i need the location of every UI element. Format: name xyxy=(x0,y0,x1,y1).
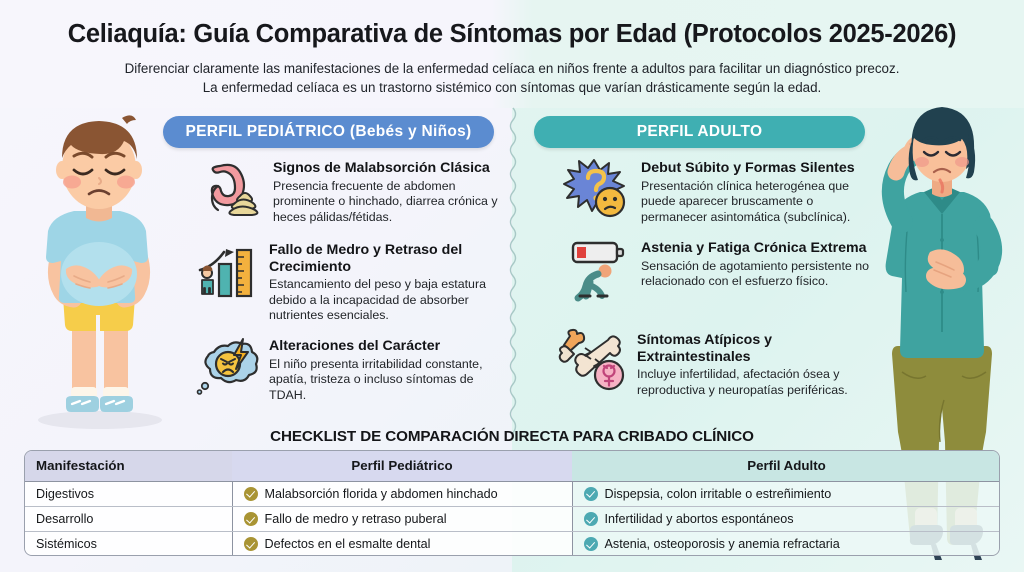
adult-symptom-body-3: Incluye infertilidad, afectación ósea y reproductiva y neuropatías periféricas. xyxy=(637,367,848,397)
cell-adult xyxy=(572,481,1000,506)
stomach-stool-icon xyxy=(200,158,262,220)
comparison-table xyxy=(24,450,1000,556)
check-icon xyxy=(584,487,598,501)
subtitle-line-1: Diferenciar claramente las manifestaciones de la enfermedad celíaca en niños frente a adultos para facilitar un diagnóstico precoz. xyxy=(124,61,900,76)
cell-pediatric-text: Fallo de medro y retraso puberal xyxy=(264,511,447,526)
sad-thought-cloud-icon xyxy=(196,336,258,398)
cell-pediatric-text: Malabsorción florida y abdomen hinchado xyxy=(264,486,498,501)
adult-symptom-item-1 xyxy=(568,158,873,225)
adult-panel-header: PERFIL ADULTO xyxy=(534,116,865,148)
column-header-pediatric: Perfil Pediátrico xyxy=(232,451,572,481)
pediatric-symptom-title-1: Signos de Malabsorción Clásica xyxy=(273,160,490,176)
pediatric-symptom-text-3 xyxy=(269,336,496,403)
cell-adult-text: Infertilidad y abortos espontáneos xyxy=(604,511,794,526)
panel-divider xyxy=(504,108,522,433)
question-burst-face-icon xyxy=(568,158,630,220)
subtitle-line-2: La enfermedad celíaca es un trastorno sistémico con síntomas que varían drásticamente según la edad. xyxy=(202,80,822,95)
pediatric-symptom-item-2 xyxy=(196,240,496,324)
pediatric-symptom-text-2 xyxy=(269,240,496,324)
adult-symptom-body-1: Presentación clínica heterogénea que puede aparecer bruscamente o permanecer asintomática (subclínica). xyxy=(641,178,851,224)
pediatric-symptom-item-3 xyxy=(196,336,496,403)
column-header-manifestation: Manifestación xyxy=(25,451,232,481)
pediatric-symptom-body-1: Presencia frecuente de abdomen prominente o hinchado, diarrea crónica y heces pálidas/fétidas. xyxy=(273,178,498,224)
cell-adult-text: Astenia, osteoporosis y anemia refractaria xyxy=(604,537,840,552)
check-icon xyxy=(584,537,598,551)
pediatric-symptom-title-2: Fallo de Medro y Retraso del Crecimiento xyxy=(269,242,463,275)
low-battery-fatigue-icon xyxy=(568,238,630,300)
child-illustration xyxy=(14,106,184,436)
adult-symptom-title-1: Debut Súbito y Formas Silentes xyxy=(641,160,855,176)
pediatric-symptom-body-3: El niño presenta irritabilidad constante, apatía, tristeza o incluso síntomas de TDAH. xyxy=(269,356,483,402)
page-title: Celiaquía: Guía Comparativa de Síntomas por Edad (Protocolos 2025-2026) xyxy=(67,20,957,48)
cell-manifestation: Sistémicos xyxy=(25,532,232,556)
adult-symptom-title-3: Síntomas Atípicos y Extraintestinales xyxy=(637,332,773,365)
cell-manifestation: Digestivos xyxy=(25,481,232,506)
cell-adult xyxy=(572,532,1000,556)
pediatric-symptom-text-1 xyxy=(273,158,500,225)
cell-pediatric xyxy=(232,506,572,531)
pediatric-symptom-body-2: Estancamiento del peso y baja estatura debido a la incapacidad de absorber nutrientes esenciales. xyxy=(269,277,486,323)
adult-symptom-text-1 xyxy=(641,158,873,225)
pediatric-symptom-item-1 xyxy=(200,158,500,225)
cell-manifestation: Desarrollo xyxy=(25,506,232,531)
table-row xyxy=(25,481,1000,506)
adult-symptom-body-2: Sensación de agotamiento persistente no relacionado con el esfuerzo físico. xyxy=(641,258,870,289)
adult-symptom-title-2: Astenia y Fatiga Crónica Extrema xyxy=(641,240,867,256)
cell-adult-text: Dispepsia, colon irritable o estreñimiento xyxy=(604,486,832,501)
adult-symptom-text-3 xyxy=(637,330,869,398)
column-header-adult: Perfil Adulto xyxy=(572,451,1000,481)
adult-symptom-item-3 xyxy=(564,330,869,398)
cell-pediatric xyxy=(232,481,572,506)
check-icon xyxy=(244,537,258,551)
broken-bone-reproductive-icon xyxy=(564,330,626,392)
check-icon xyxy=(584,512,598,526)
pediatric-symptom-title-3: Alteraciones del Carácter xyxy=(269,338,441,354)
pediatric-panel-header: PERFIL PEDIÁTRICO (Bebés y Niños) xyxy=(163,116,494,148)
check-icon xyxy=(244,512,258,526)
cell-pediatric-text: Defectos en el esmalte dental xyxy=(264,537,431,552)
cell-adult xyxy=(572,506,1000,531)
adult-symptom-text-2 xyxy=(641,238,873,300)
growth-chart-ruler-icon xyxy=(196,240,258,302)
checklist-title: CHECKLIST DE COMPARACIÓN DIRECTA PARA CRIBADO CLÍNICO xyxy=(270,428,754,445)
page-subtitle xyxy=(37,59,987,97)
table-header-row xyxy=(25,451,1000,481)
table-row xyxy=(25,532,1000,556)
table-row xyxy=(25,506,1000,531)
adult-symptom-item-2 xyxy=(568,238,873,300)
cell-pediatric xyxy=(232,532,572,556)
check-icon xyxy=(244,487,258,501)
